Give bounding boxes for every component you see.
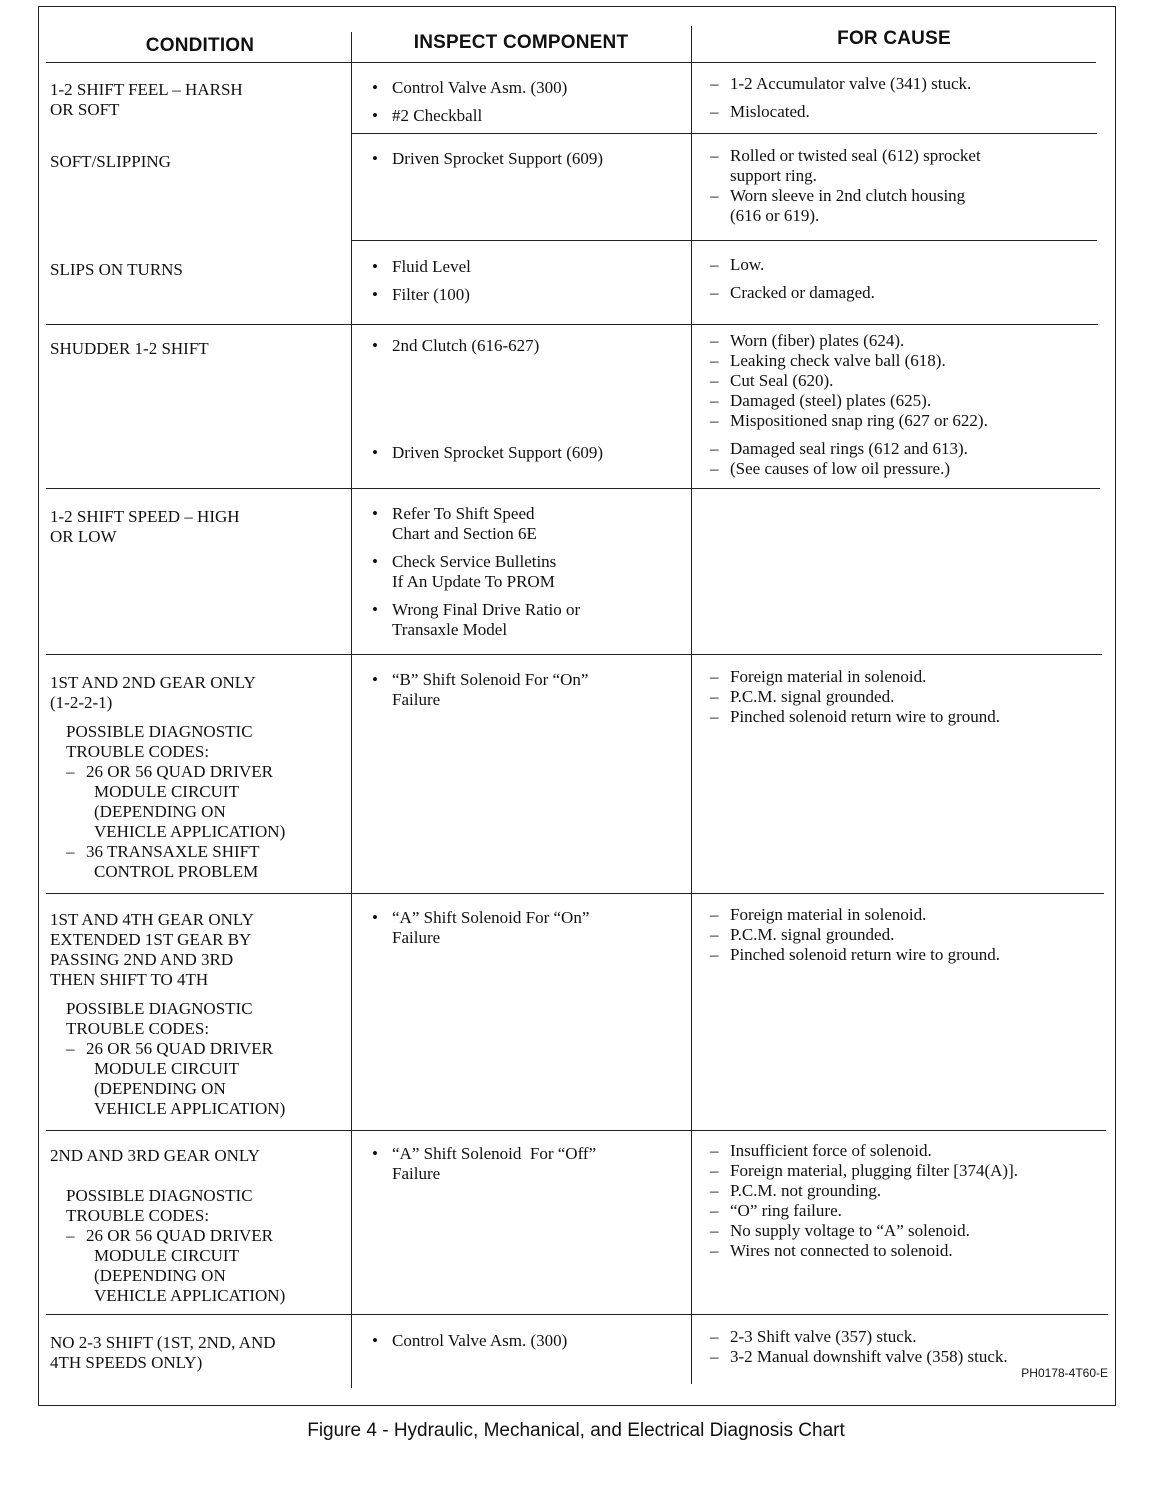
cause-item: – “O” ring failure. <box>710 1201 1105 1221</box>
component-item: • Check Service Bulletins <box>372 552 682 572</box>
component-item: • “A” Shift Solenoid For “On” <box>372 908 682 928</box>
trouble-code: – 26 OR 56 QUAD DRIVER <box>66 1226 340 1246</box>
row-1-condition: 1-2 SHIFT FEEL – HARSH OR SOFT <box>50 80 243 119</box>
cause-item: – Damaged seal rings (612 and 613). <box>710 439 1105 459</box>
row-9-components <box>372 1331 682 1351</box>
component-item: • Fluid Level <box>372 257 682 277</box>
row-rule <box>46 488 1100 489</box>
trouble-code: – 26 OR 56 QUAD DRIVER <box>66 1039 340 1059</box>
component-item: • #2 Checkball <box>372 106 682 126</box>
cause-item: – Mislocated. <box>710 102 1105 122</box>
component-item: • Wrong Final Drive Ratio or <box>372 600 682 620</box>
component-item: • “B” Shift Solenoid For “On” <box>372 670 682 690</box>
row-rule <box>46 1130 1106 1131</box>
cause-item: – 3-2 Manual downshift valve (358) stuck. <box>710 1347 1105 1367</box>
header-for-cause: FOR CAUSE <box>837 28 951 49</box>
row-rule <box>46 654 1102 655</box>
row-6-condition: 1ST AND 2ND GEAR ONLY (1-2-2-1) POSSIBLE DIAGNOSTIC TROUBLE CODES: – 26 OR 56 QUAD DRIVER MODULE CIRCUIT (DEPENDING ON VEHICLE APPLICATION) – 36 TRANSAXLE SHIFT CONTROL PROBLEM <box>50 673 340 882</box>
trouble-code: – 26 OR 56 QUAD DRIVER <box>66 762 340 782</box>
row-7-causes <box>710 905 1105 965</box>
cause-item: – 2-3 Shift valve (357) stuck. <box>710 1327 1105 1347</box>
header-inspect-component: INSPECT COMPONENT <box>413 32 629 53</box>
cause-item: – No supply voltage to “A” solenoid. <box>710 1221 1105 1241</box>
diagnostic-codes: POSSIBLE DIAGNOSTIC TROUBLE CODES: – 26 OR 56 QUAD DRIVER MODULE CIRCUIT (DEPENDING ON VEHICLE APPLICATION) <box>50 999 340 1119</box>
column-divider-2 <box>691 26 692 1384</box>
row-9-causes <box>710 1327 1105 1367</box>
cause-item: – Low. <box>710 255 1105 275</box>
row-5-components: • Refer To Shift Speed Chart and Section 6E • Check Service Bulletins If An Update To PROM • Wrong Final Drive Ratio or Transaxle Model <box>372 504 682 640</box>
figure-caption: Figure 4 - Hydraulic, Mechanical, and Electrical Diagnosis Chart <box>307 1420 845 1441</box>
cause-item: – Mispositioned snap ring (627 or 622). <box>710 411 1105 431</box>
row-8-components: • “A” Shift Solenoid For “Off” Failure <box>372 1144 682 1184</box>
row-4-components-2 <box>372 443 682 463</box>
cause-item: – Cut Seal (620). <box>710 371 1105 391</box>
row-2-condition: SOFT/SLIPPING <box>50 152 171 171</box>
cause-item: – Leaking check valve ball (618). <box>710 351 1105 371</box>
cause-item: – Worn sleeve in 2nd clutch housing <box>710 186 1105 206</box>
row-9-condition: NO 2-3 SHIFT (1ST, 2ND, AND 4TH SPEEDS ONLY) <box>50 1333 276 1372</box>
cause-item: – Rolled or twisted seal (612) sprocket <box>710 146 1105 166</box>
row-7-components: • “A” Shift Solenoid For “On” Failure <box>372 908 682 948</box>
row-2-components <box>372 149 682 169</box>
cause-item: – Insufficient force of solenoid. <box>710 1141 1105 1161</box>
row-6-components: • “B” Shift Solenoid For “On” Failure <box>372 670 682 710</box>
diagnostic-codes: POSSIBLE DIAGNOSTIC TROUBLE CODES: – 26 OR 56 QUAD DRIVER MODULE CIRCUIT (DEPENDING ON VEHICLE APPLICATION) – 36 TRANSAXLE SHIFT CONTROL PROBLEM <box>50 722 340 882</box>
cause-item: – Wires not connected to solenoid. <box>710 1241 1105 1261</box>
cause-item: – Foreign material, plugging filter [374(A)]. <box>710 1161 1105 1181</box>
cause-item: – Foreign material in solenoid. <box>710 905 1105 925</box>
row-3-causes <box>710 255 1105 303</box>
row-rule <box>352 133 1097 134</box>
row-2-causes: – Rolled or twisted seal (612) sprocket support ring. – Worn sleeve in 2nd clutch housing (616 or 619). <box>710 146 1105 226</box>
cause-item: – Damaged (steel) plates (625). <box>710 391 1105 411</box>
component-item: • Control Valve Asm. (300) <box>372 78 682 98</box>
component-item: • Driven Sprocket Support (609) <box>372 443 682 463</box>
cause-item: – Worn (fiber) plates (624). <box>710 331 1105 351</box>
cause-item: – Pinched solenoid return wire to ground. <box>710 707 1105 727</box>
row-3-components <box>372 257 682 305</box>
row-8-causes <box>710 1141 1105 1261</box>
row-6-causes <box>710 667 1105 727</box>
component-item: • Control Valve Asm. (300) <box>372 1331 682 1351</box>
component-item: • Driven Sprocket Support (609) <box>372 149 682 169</box>
header-condition: CONDITION <box>145 35 255 56</box>
component-item: • 2nd Clutch (616-627) <box>372 336 682 356</box>
row-rule <box>352 240 1097 241</box>
row-8-condition: 2ND AND 3RD GEAR ONLY POSSIBLE DIAGNOSTIC TROUBLE CODES: – 26 OR 56 QUAD DRIVER MODULE CIRCUIT (DEPENDING ON VEHICLE APPLICATION) <box>50 1146 340 1306</box>
header-rule <box>46 62 1096 63</box>
cause-item: – Cracked or damaged. <box>710 283 1105 303</box>
row-3-condition: SLIPS ON TURNS <box>50 260 183 279</box>
component-item: • Filter (100) <box>372 285 682 305</box>
row-4-components <box>372 336 682 356</box>
cause-item: – P.C.M. signal grounded. <box>710 925 1105 945</box>
row-4-causes-2 <box>710 439 1105 479</box>
row-rule <box>46 1314 1108 1315</box>
row-1-causes <box>710 74 1105 122</box>
cause-item: – P.C.M. not grounding. <box>710 1181 1105 1201</box>
trouble-code: – 36 TRANSAXLE SHIFT <box>66 842 340 862</box>
cause-item: – 1-2 Accumulator valve (341) stuck. <box>710 74 1105 94</box>
component-item: • Refer To Shift Speed <box>372 504 682 524</box>
cause-item: – P.C.M. signal grounded. <box>710 687 1105 707</box>
cause-item: – Pinched solenoid return wire to ground. <box>710 945 1105 965</box>
column-divider-1 <box>351 32 352 1388</box>
row-4-condition: SHUDDER 1-2 SHIFT <box>50 339 209 358</box>
component-item: • “A” Shift Solenoid For “Off” <box>372 1144 682 1164</box>
row-4-causes <box>710 331 1105 431</box>
row-7-condition: 1ST AND 4TH GEAR ONLY EXTENDED 1ST GEAR BY PASSING 2ND AND 3RD THEN SHIFT TO 4TH POSSIBLE DIAGNOSTIC TROUBLE CODES: – 26 OR 56 QUAD DRIVER MODULE CIRCUIT (DEPENDING ON VEHICLE APPLICATION) <box>50 910 340 1119</box>
row-rule <box>46 324 1098 325</box>
cause-item: – Foreign material in solenoid. <box>710 667 1105 687</box>
figure-reference-code: PH0178-4T60-E <box>1021 1366 1108 1380</box>
diagnostic-codes: POSSIBLE DIAGNOSTIC TROUBLE CODES: – 26 OR 56 QUAD DRIVER MODULE CIRCUIT (DEPENDING ON VEHICLE APPLICATION) <box>50 1186 340 1306</box>
row-1-components <box>372 78 682 126</box>
row-rule <box>46 893 1104 894</box>
row-5-condition: 1-2 SHIFT SPEED – HIGH OR LOW <box>50 507 240 546</box>
cause-item: – (See causes of low oil pressure.) <box>710 459 1105 479</box>
